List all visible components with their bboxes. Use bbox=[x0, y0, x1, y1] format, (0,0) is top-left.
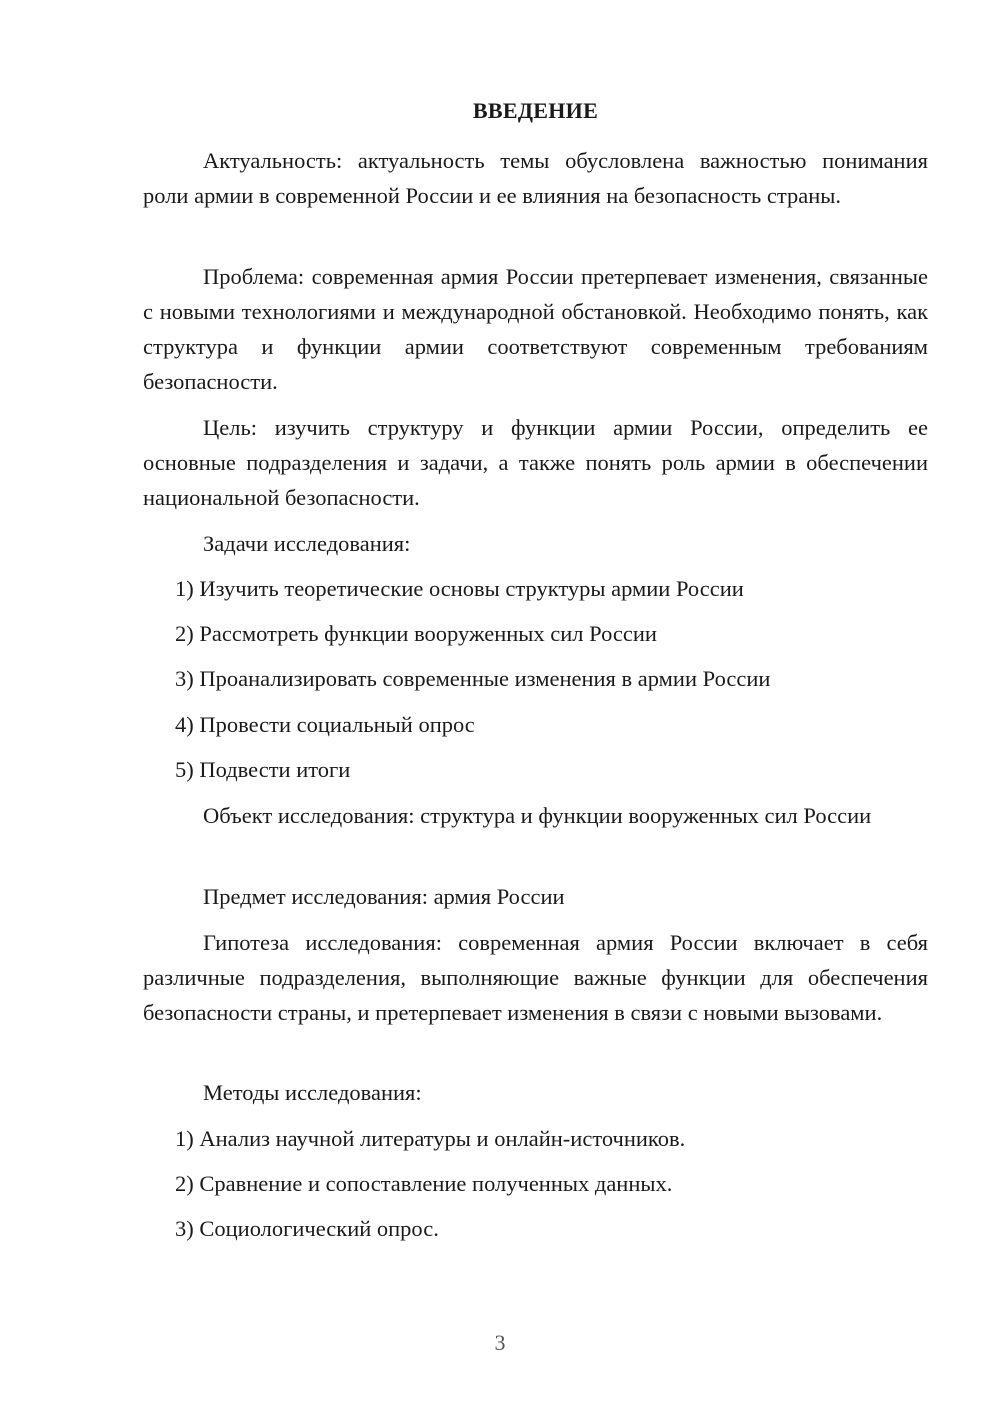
object-paragraph: Объект исследования: структура и функции вооруженных сил России bbox=[203, 803, 872, 828]
goal-paragraph: Цель: изучить структуру и функции армии России, определить ее основные подразделения и задачи, а также понять роль армии в обеспечении национальной безопасности. bbox=[143, 415, 928, 510]
page-title: ВВЕДЕНИЕ bbox=[472, 98, 599, 123]
task-item: 2) Рассмотреть функции вооруженных сил России bbox=[175, 621, 657, 646]
task-item: 1) Изучить теоретические основы структуры армии России bbox=[175, 576, 744, 601]
hypothesis-paragraph: Гипотеза исследования: современная армия России включает в себя различные подразделения, выполняющие важные функции для обеспечения безопасности страны, и претерпевает изменения в связи с новыми вызовами. bbox=[143, 930, 928, 1025]
task-item: 4) Провести социальный опрос bbox=[175, 712, 475, 737]
methods-title: Методы исследования: bbox=[203, 1080, 422, 1105]
page-number: 3 bbox=[494, 1330, 506, 1355]
tasks-title: Задачи исследования: bbox=[203, 531, 411, 556]
task-item: 5) Подвести итоги bbox=[175, 757, 351, 782]
problem-paragraph: Проблема: современная армия России претерпевает изменения, связанные с новыми технологиями и международной обстановкой. Необходимо понять, как структура и функции армии соответствуют современным требованиям безопасности. bbox=[143, 264, 928, 394]
method-item: 1) Анализ научной литературы и онлайн-источников. bbox=[175, 1126, 686, 1151]
method-item: 3) Социологический опрос. bbox=[175, 1216, 439, 1241]
method-item: 2) Сравнение и сопоставление полученных данных. bbox=[175, 1171, 673, 1196]
task-item: 3) Проанализировать современные изменения в армии России bbox=[175, 666, 771, 691]
relevance-paragraph: Актуальность: актуальность темы обусловлена важностью понимания роли армии в современной России и ее влияния на безопасность страны. bbox=[143, 148, 928, 208]
subject-paragraph: Предмет исследования: армия России bbox=[203, 884, 565, 909]
